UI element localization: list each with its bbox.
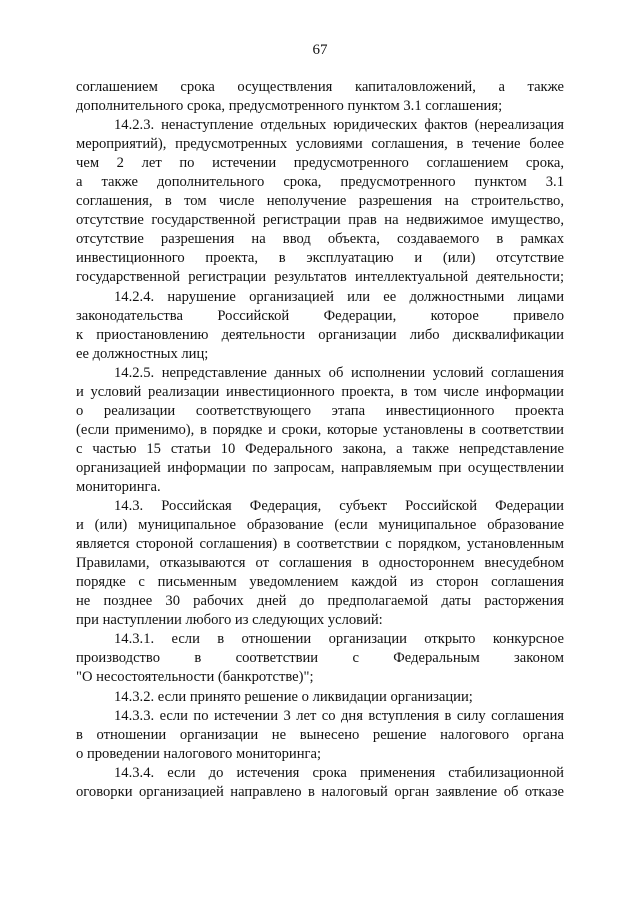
text-line: производство в соответствии с Федеральным законом — [76, 650, 564, 667]
text-line: 14.3. Российская Федерация, субъект Российской Федерации — [114, 498, 564, 515]
text-line: при наступлении любого из следующих условий: — [76, 612, 383, 629]
text-line: 14.3.1. если в отношении организации открыто конкурсное — [114, 631, 564, 648]
text-line: соглашением срока осуществления капиталовложений, а также — [76, 79, 564, 95]
text-line: дополнительного срока, предусмотренного пунктом 3.1 соглашения; — [76, 98, 503, 115]
page-number: 67 — [312, 42, 328, 58]
text-line: и (или) муниципальное образование (если муниципальное образование — [76, 517, 564, 534]
text-line: соглашения, в том числе неполучение разрешения на строительство, — [76, 193, 564, 210]
text-line: мероприятий), предусмотренных условиями соглашения, в течение более — [76, 136, 564, 153]
text-line: 14.3.3. если по истечении 3 лет со дня вступления в силу соглашения — [114, 707, 564, 724]
text-line: к приостановлению деятельности организации либо дисквалификации — [76, 326, 564, 343]
text-line: а также дополнительного срока, предусмотренного пунктом 3.1 — [76, 174, 564, 191]
text-line: оговорки организацией направлено в налоговый орган заявление об отказе — [76, 783, 564, 800]
text-line: о проведении налогового мониторинга; — [76, 745, 322, 762]
text-line: в отношении организации не вынесено решение налогового органа — [76, 726, 564, 743]
text-line: 14.3.2. если принято решение о ликвидации организации; — [114, 688, 473, 705]
text-line: и условий реализации инвестиционного проекта, в том числе информации — [76, 383, 564, 400]
text-line: отсутствие государственной регистрации прав на недвижимое имущество, — [76, 212, 564, 229]
text-line: (если применимо), в порядке и сроки, которые установлены в соответствии — [76, 421, 564, 438]
text-line: является стороной соглашения) в соответствии с порядком, установленным — [76, 536, 564, 553]
text-line: 14.2.4. нарушение организацией или ее должностными лицами — [114, 288, 564, 305]
text-line: организацией информации по запросам, направляемым при осуществлении — [76, 459, 564, 476]
text-line: 14.2.3. ненаступление отдельных юридических фактов (нереализация — [114, 117, 564, 134]
text-line: чем 2 лет по истечении предусмотренного соглашением срока, — [76, 155, 564, 172]
text-line: с частью 15 статьи 10 Федерального закона, а также непредставление — [76, 440, 564, 457]
text-line: ее должностных лиц; — [76, 345, 209, 362]
text-line: о реализации соответствующего этапа инвестиционного проекта — [76, 402, 564, 419]
text-line: 14.3.4. если до истечения срока применения стабилизационной — [114, 764, 564, 781]
text-line: Правилами, отказываются от соглашения в одностороннем внесудебном — [76, 555, 564, 572]
text-line: не позднее 30 рабочих дней до предполагаемой даты расторжения — [76, 593, 564, 610]
text-line: государственной регистрации результатов интеллектуальной деятельности; — [76, 269, 564, 286]
text-line: 14.2.5. непредставление данных об исполнении условий соглашения — [114, 364, 564, 381]
text-line: инвестиционного проекта, в эксплуатацию и (или) отсутствие — [76, 250, 564, 267]
text-line: "О несостоятельности (банкротстве)"; — [76, 669, 314, 686]
document-body — [76, 78, 564, 802]
text-line: порядке с письменным уведомлением каждой из сторон соглашения — [76, 574, 564, 591]
text-line: законодательства Российской Федерации, которое привело — [76, 307, 564, 324]
text-line: мониторинга. — [76, 478, 161, 495]
text-line: отсутствие разрешения на ввод объекта, создаваемого в рамках — [76, 231, 564, 248]
